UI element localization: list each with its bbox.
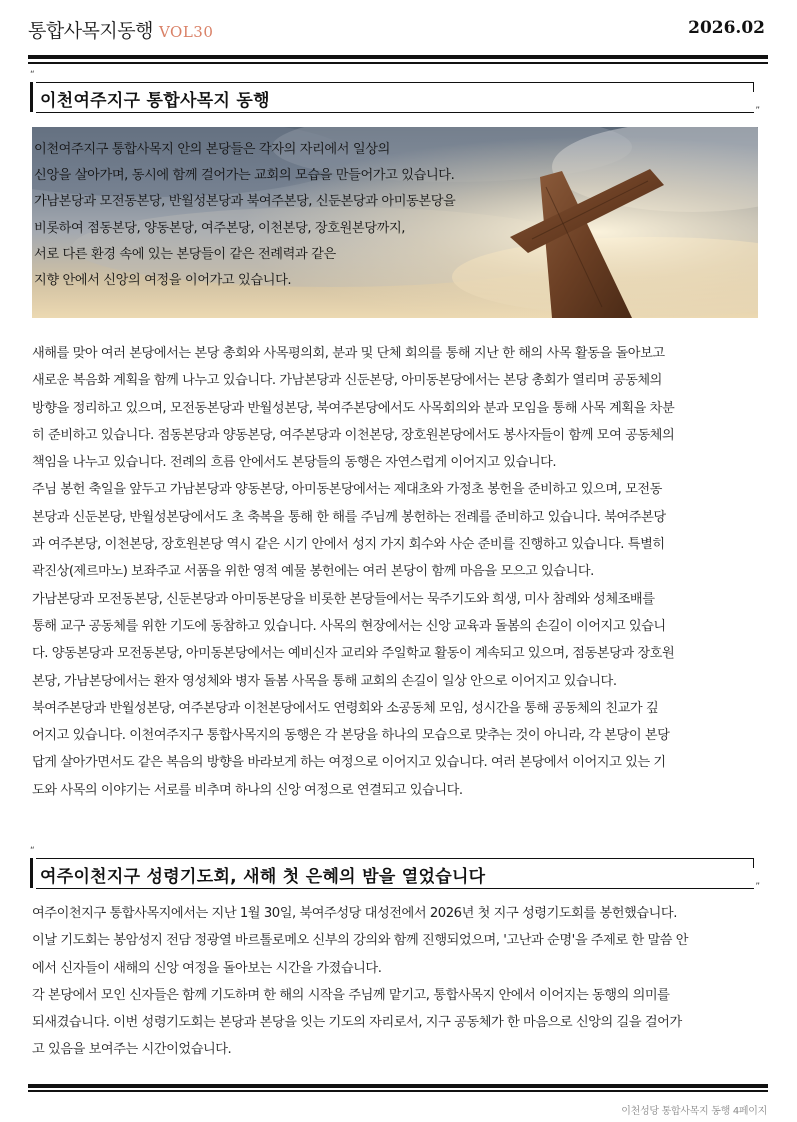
body-line: 본당, 가남본당에서는 환자 영성체와 병자 돌봄 사목을 통해 교회의 손길이 일상 안으로 이어지고 있습니다. <box>32 673 617 689</box>
body-line: 히 준비하고 있습니다. 점동본당과 양동본당, 여주본당과 이천본당, 장호원본당에서도 봉사자들이 함께 모여 공동체의 <box>32 427 675 443</box>
section1-body <box>32 340 760 804</box>
body-line: 북여주본당과 반월성본당, 여주본당과 이천본당에서도 연령회와 소공동체 모임, 성시간을 통해 공동체의 친교가 깊 <box>32 700 659 716</box>
body-line: 고 있음을 보여주는 시간이었습니다. <box>32 1042 232 1058</box>
hero-caption-line: 신앙을 살아가며, 동시에 함께 걸어가는 교회의 모습을 만들어가고 있습니다. <box>34 168 455 184</box>
newsletter-brand <box>28 16 213 43</box>
footer-rule-thin <box>28 1090 768 1092</box>
brand-name: 통합사목지동행 <box>28 20 153 42</box>
body-line: 새해를 맞아 여러 본당에서는 본당 총회와 사목평의회, 분과 및 단체 회의를 통해 지난 한 해의 사목 활동을 돌아보고 <box>32 346 665 361</box>
hero-image-banner <box>32 127 758 318</box>
hero-caption <box>34 137 554 294</box>
volume-label: VOL30 <box>158 23 214 41</box>
close-quote-mark: ” <box>755 882 760 892</box>
body-line: 새로운 복음화 계획을 함께 나누고 있습니다. 가남본당과 신둔본당, 아미동본당에서는 본당 총회가 열리며 공동체의 <box>32 373 662 389</box>
section2-body <box>32 900 760 1064</box>
open-quote-mark: “ <box>30 70 35 80</box>
heading-left-bar <box>30 82 33 112</box>
heading-top-line <box>36 82 754 83</box>
body-line: 다. 양동본당과 모전동본당, 아미동본당에서는 예비신자 교리와 주일학교 활동이 계속되고 있으며, 점동본당과 장호원 <box>32 646 675 662</box>
heading-bottom-line <box>36 888 754 889</box>
heading-bottom-line <box>36 112 754 113</box>
header-rule <box>28 55 768 59</box>
hero-caption-line: 가남본당과 모전동본당, 반월성본당과 북여주본당, 신둔본당과 아미동본당을 <box>34 194 456 210</box>
close-quote-mark: ” <box>755 106 760 116</box>
body-line: 방향을 정리하고 있으며, 모전동본당과 반월성본당, 북여주본당에서도 사목회의와 분과 모임을 통해 사목 계획을 차분 <box>32 400 675 416</box>
body-line: 과 여주본당, 이천본당, 장호원본당 역시 같은 시기 안에서 성지 가지 회수와 사순 준비를 진행하고 있습니다. 특별히 <box>32 537 665 553</box>
body-line: 각 본당에서 모인 신자들은 함께 기도하며 한 해의 시작을 주님께 맡기고, 통합사목지 안에서 이어지는 동행의 의미를 <box>32 987 670 1003</box>
body-line: 어지고 있습니다. 이천여주지구 통합사목지의 동행은 각 본당을 하나의 모습으로 맞추는 것이 아니라, 각 본당이 본당 <box>32 728 670 744</box>
section1-heading <box>28 70 760 120</box>
heading-top-line <box>36 858 754 859</box>
body-line: 되새겼습니다. 이번 성령기도회는 본당과 본당을 잇는 기도의 자리로서, 지구 공동체가 한 마음으로 신앙의 길을 걸어가 <box>32 1015 682 1031</box>
hero-caption-line: 이천여주지구 통합사목지 안의 본당들은 각자의 자리에서 일상의 <box>34 142 390 157</box>
page-header <box>28 14 765 44</box>
body-line: 이날 기도회는 봉암성지 전담 정광열 바르톨로메오 신부의 강의와 함께 진행되었으며, '고난과 순명'을 주제로 한 말씀 안 <box>32 933 689 949</box>
body-line: 책임을 나누고 있습니다. 전례의 흐름 안에서도 본당들의 동행은 자연스럽게 이어지고 있습니다. <box>32 455 557 471</box>
hero-caption-line: 지향 안에서 신앙의 여정을 이어가고 있습니다. <box>34 273 292 289</box>
section1-title: 이천여주지구 통합사목지 동행 <box>40 91 270 111</box>
header-rule-thin <box>28 62 768 64</box>
section2-heading <box>28 846 760 896</box>
hero-caption-line: 서로 다른 환경 속에 있는 본당들이 같은 전례력과 같은 <box>34 246 336 262</box>
body-line: 답게 살아가면서도 같은 복음의 방향을 바라보게 하는 여정으로 이어지고 있습니다. 여러 본당에서 이어지고 있는 기 <box>32 755 666 771</box>
body-line: 도와 사목의 이야기는 서로를 비추며 하나의 신앙 여정으로 연결되고 있습니다. <box>32 782 463 798</box>
section2-title: 여주이천지구 성령기도회, 새해 첫 은혜의 밤을 열었습니다 <box>40 867 486 887</box>
footer-rule <box>28 1084 768 1088</box>
page-footer: 이천성당 통합사목지 동행 4페이지 <box>621 1106 767 1117</box>
open-quote-mark: “ <box>30 846 35 856</box>
body-line: 본당과 신둔본당, 반월성본당에서도 초 축복을 통해 한 해를 주님께 봉헌하는 전례를 준비하고 있습니다. 북여주본당 <box>32 509 666 525</box>
body-line: 곽진상(제르마노) 보좌주교 서품을 위한 영적 예물 봉헌에는 여러 본당이 함께 마음을 모으고 있습니다. <box>32 564 594 580</box>
body-line: 주님 봉헌 축일을 앞두고 가남본당과 양동본당, 아미동본당에서는 제대초와 가정초 봉헌을 준비하고 있으며, 모전동 <box>32 482 662 498</box>
body-line: 가남본당과 모전동본당, 신둔본당과 아미동본당을 비롯한 본당들에서는 묵주기도와 희생, 미사 참례와 성체조배를 <box>32 591 655 607</box>
issue-date: 2026.02 <box>688 18 765 38</box>
heading-left-bar <box>30 858 33 888</box>
body-line: 통해 교구 공동체를 위한 기도에 동참하고 있습니다. 사목의 현장에서는 신앙 교육과 돌봄의 손길이 이어지고 있습니 <box>32 618 666 634</box>
hero-caption-line: 비롯하여 점동본당, 양동본당, 여주본당, 이천본당, 장호원본당까지, <box>34 220 406 236</box>
body-line: 에서 신자들이 새해의 신앙 여정을 돌아보는 시간을 가졌습니다. <box>32 960 382 976</box>
body-line: 여주이천지구 통합사목지에서는 지난 1월 30일, 북여주성당 대성전에서 2026년 첫 지구 성령기도회를 봉헌했습니다. <box>32 906 677 921</box>
